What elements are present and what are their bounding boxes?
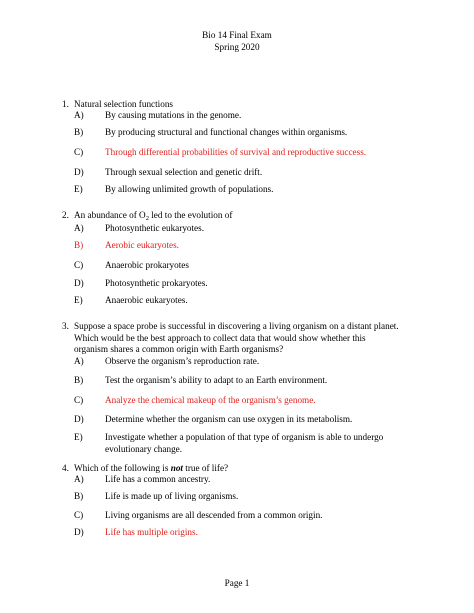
option-letter: D) [74,278,84,288]
question-number: 2. [62,210,69,220]
option-text: Determine whether the organism can use oxygen in its metabolism. [105,414,353,424]
question-text [74,463,414,475]
option-text: Through sexual selection and genetic drift. [105,167,263,177]
question-number: 4. [62,463,69,473]
option-letter: D) [74,167,84,177]
option-text: Photosynthetic eukaryotes. [105,223,205,233]
option-text: By producing structural and functional changes within organisms. [105,127,348,137]
question-text: Natural selection functions [74,99,173,109]
exam-title: Bio 14 Final Exam [202,30,272,40]
option-letter: C) [74,260,84,270]
option-text: Life has multiple origins. [105,527,198,537]
exam-term: Spring 2020 [214,42,260,52]
option-text: By causing mutations in the genome. [105,110,242,120]
option-text: Photosynthetic prokaryotes. [105,278,208,288]
option-letter: A) [74,110,84,120]
option-text: By allowing unlimited growth of populations. [105,184,274,194]
option-text: Analyze the chemical makeup of the organism’s genome. [105,395,316,405]
option-text: Life has a common ancestry. [105,474,211,484]
question-text-line: organism shares a common origin with Earth organisms? [74,344,284,354]
question-text-line: Which would be the best approach to collect data that would show whether this [74,332,366,343]
option-text: Aerobic eukaryotes. [105,240,179,250]
option-text: Anaerobic prokaryotes [105,260,189,270]
question-text-part: true of life? [182,463,229,473]
question-text-part: An abundance of O [74,210,146,220]
page-number: Page 1 [224,578,250,588]
option-letter: B) [74,491,84,501]
question-text-part: led to the evolution of [148,210,233,220]
option-letter: A) [74,356,84,366]
option-letter: E) [74,432,83,442]
question-text [74,210,414,222]
option-letter: B) [74,127,84,137]
option-letter: E) [74,295,83,305]
option-text: Through differential probabilities of survival and reproductive success. [105,147,367,157]
option-text: Anaerobic eukaryotes. [105,295,188,305]
option-text [105,432,414,455]
option-letter: C) [74,147,84,157]
option-text: Observe the organism’s reproduction rate. [105,356,260,366]
question-text-part: Which of the following is [74,463,171,473]
option-letter: B) [74,240,84,250]
question-text [74,321,414,356]
option-letter: C) [74,510,84,520]
option-letter: D) [74,414,84,424]
option-text: Living organisms are all descended from a common origin. [105,510,323,520]
option-letter: C) [74,395,84,405]
option-letter: D) [74,527,84,537]
question-number: 3. [62,321,69,331]
option-text-line: evolutionary change. [105,443,183,454]
option-text: Test the organism’s ability to adapt to an Earth environment. [105,375,328,385]
option-text-line: Investigate whether a population of that type of organism is able to undergo [105,432,384,442]
option-text: Life is made up of living organisms. [105,491,239,501]
question-number: 1. [62,99,69,109]
emphasis-not: not [170,463,183,473]
question-text-line: Suppose a space probe is successful in discovering a living organism on a distant planet. [74,321,399,331]
option-letter: B) [74,375,84,385]
option-letter: A) [74,474,84,484]
oxygen-subscript: 2 [145,215,149,222]
option-letter: E) [74,184,83,194]
option-letter: A) [74,223,84,233]
